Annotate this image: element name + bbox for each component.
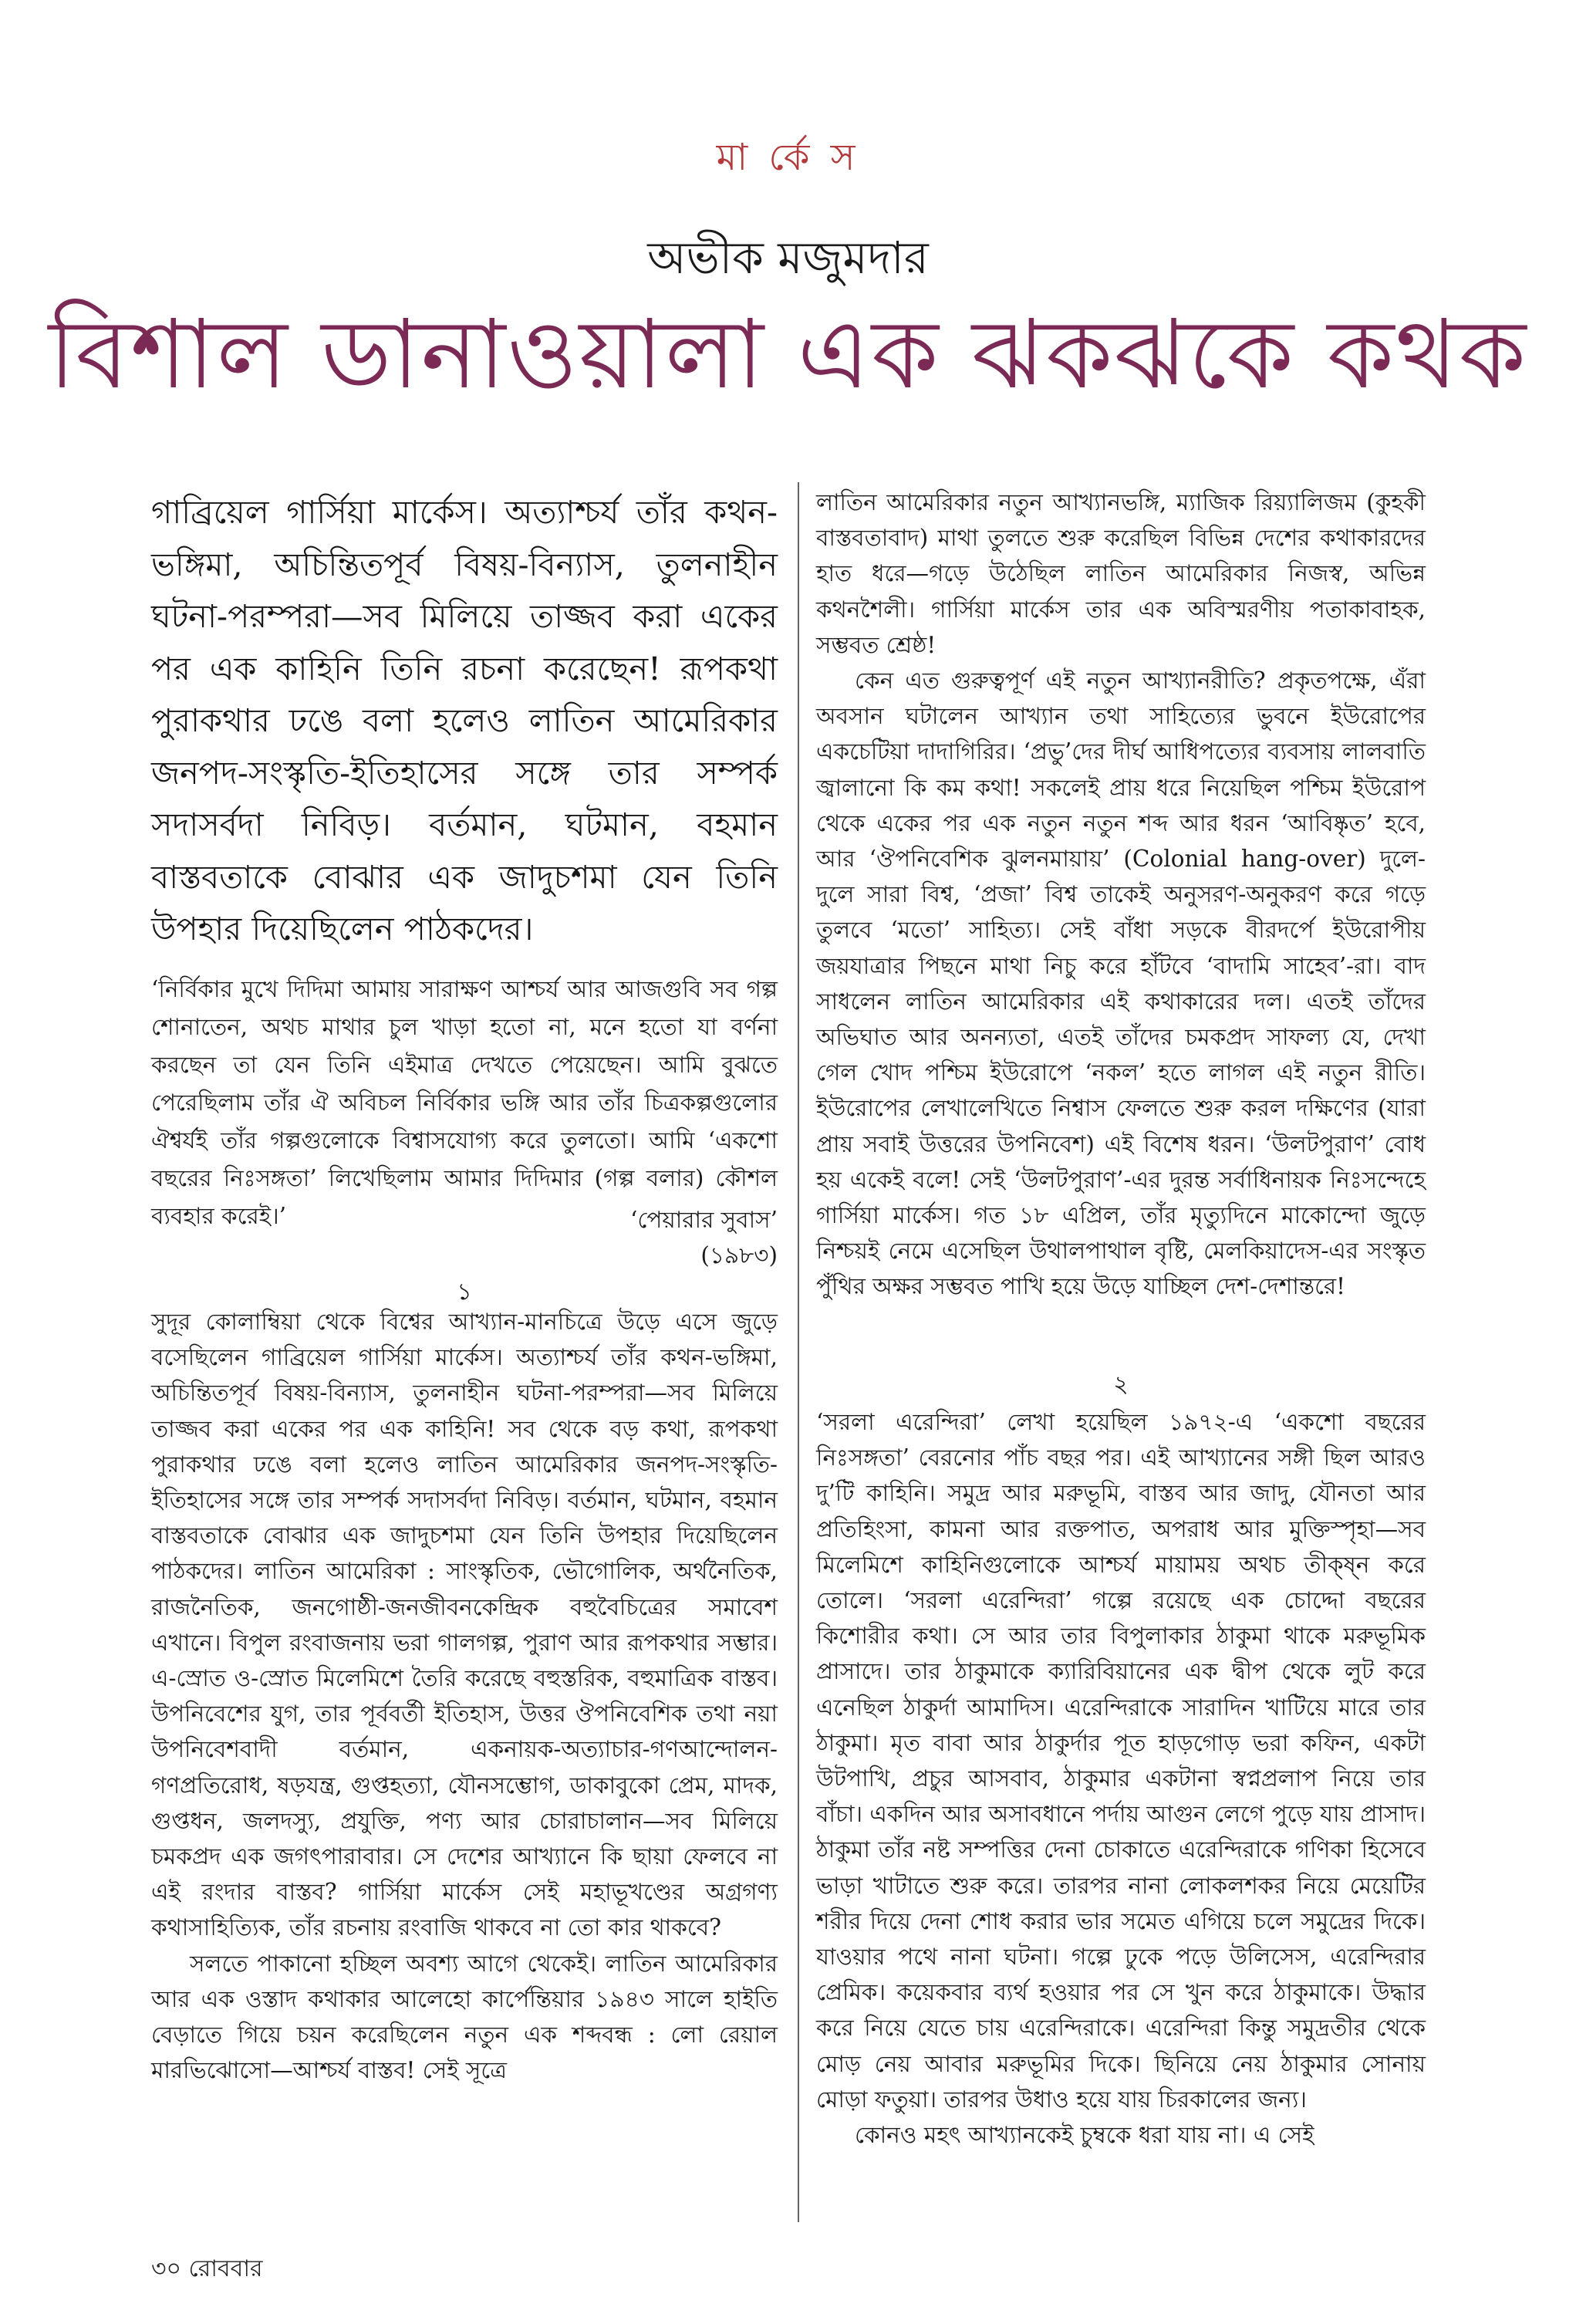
right-column-body	[816, 485, 1426, 1305]
column-divider	[798, 482, 799, 2222]
section-tag: মা র্কে স	[716, 136, 860, 179]
section-1-paragraph-1: সুদূর কোলাম্বিয়া থেকে বিশ্বের আখ্যান-মানচিত্রে উড়ে এসে জুড়ে বসেছিলেন গাব্রিয়েল গার্সিয়া মার্কেস। অত্যাশ্চর্য তাঁর কথন-ভঙ্গিমা, অচিন্তিতপূর্ব বিষয়-বিন্যাস, তুলনাহীন ঘটনা-পরম্পরা—সব মিলিয়ে তাজ্জব করা একের পর এক কাহিনি! সব থেকে বড় কথা, রূপকথা পুরাকথার ঢঙে বলা হলেও লাতিন আমেরিকার জনপদ-সংস্কৃতি-ইতিহাসের সঙ্গে তার সম্পর্ক সদাসর্বদা নিবিড়। বর্তমান, ঘটমান, বহমান বাস্তবতাকে বোঝার এক জাদুচশমা যেন তিনি উপহার দিয়েছিলেন পাঠকদের। লাতিন আমেরিকা : সাংস্কৃতিক, ভৌগোলিক, অর্থনৈতিক, রাজনৈতিক, জনগোষ্ঠী-জনজীবনকেন্দ্রিক বহুবৈচিত্রের সমাবেশ এখানে। বিপুল রংবাজনায় ভরা গালগল্প, পুরাণ আর রূপকথার সম্ভার। এ-স্রোত ও-স্রোত মিলেমিশে তৈরি করেছে বহুস্তরিক, বহুমাত্রিক বাস্তব। উপনিবেশের যুগ, তার পূর্ববর্তী ইতিহাস, উত্তর ঔপনিবেশিক তথা নয়া উপনিবেশবাদী বর্তমান, একনায়ক-অত্যাচার-গণআন্দোলন-গণপ্রতিরোধ, ষড়যন্ত্র, গুপ্তহত্যা, যৌনসম্ভোগ, ডাকাবুকো প্রেম, মাদক, গুপ্তধন, জলদস্যু, প্রযুক্তি, পণ্য আর চোরাচালান—সব মিলিয়ে চমকপ্রদ এক জগৎপারাবার। সে দেশের আখ্যানে কি ছায়া ফেলবে না এই রংদার বাস্তব? গার্সিয়া মার্কেস সেই মহাভূখণ্ডের অগ্রগণ্য কথাসাহিত্যিক, তাঁর রচনায় রংবাজি থাকবে না তো কার থাকবে?	[151, 1309, 778, 1941]
section-2-paragraph-2: কোনও মহৎ আখ্যানকেই চুম্বকে ধরা যায় না। এ সেই	[855, 2122, 1314, 2149]
lead-block	[151, 486, 778, 955]
right-paragraph-1: লাতিন আমেরিকার নতুন আখ্যানভঙ্গি, ম্যাজিক রিয়্যালিজম (কুহকী বাস্তবতাবাদ) মাথা তুলতে শুরু করেছিল বিভিন্ন দেশের কথাকারদের হাত ধরে—গড়ে উঠেছিল লাতিন আমেরিকার নিজস্ব, অভিন্ন কথনশৈলী। গার্সিয়া মার্কেস তার এক অবিস্মরণীয় পতাকাবাহক, সম্ভবত শ্রেষ্ঠ!	[816, 489, 1426, 658]
quote-attribution	[151, 1202, 778, 1273]
lead-paragraph: গাব্রিয়েল গার্সিয়া মার্কেস। অত্যাশ্চর্য তাঁর কথন-ভঙ্গিমা, অচিন্তিতপূর্ব বিষয়-বিন্যাস, তুলনাহীন ঘটনা-পরম্পরা—সব মিলিয়ে তাজ্জব করা একের পর এক কাহিনি তিনি রচনা করেছেন! রূপকথা পুরাকথার ঢঙে বলা হলেও লাতিন আমেরিকার জনপদ-সংস্কৃতি-ইতিহাসের সঙ্গে তার সম্পর্ক সদাসর্বদা নিবিড়। বর্তমান, ঘটমান, বহমান বাস্তবতাকে বোঝার এক জাদুচশমা যেন তিনি উপহার দিয়েছিলেন পাঠকদের।	[151, 493, 778, 948]
section-number-1: ১	[457, 1279, 472, 1306]
section-2-body	[816, 1404, 1426, 2153]
page-folio: ৩০ রোববার	[151, 2255, 263, 2282]
headline: বিশাল ডানাওয়ালা এক ঝকঝকে কথক	[48, 299, 1528, 410]
section-2-paragraph-1: ‘সরলা এরেন্দিরা’ লেখা হয়েছিল ১৯৭২-এ ‘একশো বছরের নিঃসঙ্গতা’ বেরনোর পাঁচ বছর পর। এই আখ্যানের সঙ্গী ছিল আরও দু’টি কাহিনি। সমুদ্র আর মরুভূমি, বাস্তব আর জাদু, যৌনতা আর প্রতিহিংসা, কামনা আর রক্তপাত, অপরাধ আর মুক্তিস্পৃহা—সব মিলেমিশে কাহিনিগুলোকে আশ্চর্য মায়াময় অথচ তীক্ষ্ন করে তোলে। ‘সরলা এরেন্দিরা’ গল্পে রয়েছে এক চোদ্দো বছরের কিশোরীর কথা। সে আর তার বিপুলাকার ঠাকুমা থাকে মরুভূমিক প্রাসাদে। তার ঠাকুমাকে ক্যারিবিয়ানের এক দ্বীপ থেকে লুট করে এনেছিল ঠাকুর্দা আমাদিস। এরেন্দিরাকে সারাদিন খাটিয়ে মারে তার ঠাকুমা। মৃত বাবা আর ঠাকুর্দার পূত হাড়গোড় ভরা কফিন, একটা উটপাখি, প্রচুর আসবাব, ঠাকুমার একটানা স্বপ্নপ্রলাপ নিয়ে তার বাঁচা। একদিন আর অসাবধানে পর্দায় আগুন লেগে পুড়ে যায় প্রাসাদ। ঠাকুমা তাঁর নষ্ট সম্পত্তির দেনা চোকাতে এরেন্দিরাকে গণিকা হিসেবে ভাড়া খাটাতে শুরু করে। তারপর নানা লোকলশকর নিয়ে মেয়েটির শরীর দিয়ে দেনা শোধ করার ভার সমেত এগিয়ে চলে সমুদ্রের দিকে। যাওয়ার পথে নানা ঘটনা। গল্পে ঢুকে পড়ে উলিসেস, এরেন্দিরার প্রেমিক। কয়েকবার ব্যর্থ হওয়ার পর সে খুন করে ঠাকুমাকে। উদ্ধার করে নিয়ে যেতে চায় এরেন্দিরাকে। এরেন্দিরা কিন্তু সমুদ্রতীর থেকে মোড় নেয় আবার মরুভূমির দিকে। ছিনিয়ে নেয় ঠাকুমার সোনায় মোড়া ফতুয়া। তারপর উধাও হয়ে যায় চিরকালের জন্য।	[816, 1409, 1426, 2113]
section-number-2: ২	[1113, 1371, 1129, 1398]
section-1-body	[151, 1304, 778, 2088]
right-paragraph-2: কেন এত গুরুত্বপূর্ণ এই নতুন আখ্যানরীতি? প্রকৃতপক্ষে, এঁরা অবসান ঘটালেন আখ্যান তথা সাহিত্যের ভুবনে ইউরোপের একচেটিয়া দাদাগিরির। ‘প্রভু’দের দীর্ঘ আধিপত্যের ব্যবসায় লালবাতি জ্বালানো কি কম কথা! সকলেই প্রায় ধরে নিয়েছিল পশ্চিম ইউরোপ থেকে একের পর এক নতুন নতুন শব্দ আর ধরন ‘আবিষ্কৃত’ হবে, আর ‘ঔপনিবেশিক ঝুলনমায়ায়’ (Colonial hang-over) দুলে-দুলে সারা বিশ্ব, ‘প্রজা’ বিশ্ব তাকেই অনুসরণ-অনুকরণ করে গড়ে তুলবে ‘মতো’ সাহিত্য। সেই বাঁধা সড়কে বীরদর্পে ইউরোপীয় জয়যাত্রার পিছনে মাথা নিচু করে হাঁটবে ‘বাদামি সাহেব’-রা। বাদ সাধলেন লাতিন আমেরিকার এই কথাকারের দল। এতই তাঁদের অভিঘাত আর অনন্যতা, এতই তাঁদের চমকপ্রদ সাফল্য যে, দেখা গেল খোদ পশ্চিম ইউরোপে ‘নকল’ হতে লাগল এই নতুন রীতি। ইউরোপের লেখালেখিতে নিশ্বাস ফেলতে শুরু করল দক্ষিণের (যারা প্রায় সবাই উত্তরের উপনিবেশ) এই বিশেষ ধরন। ‘উলটপুরাণ’ বোধ হয় একেই বলে! সেই ‘উলটপুরাণ’-এর দুরন্ত সর্বাধিনায়ক নিঃসন্দেহে গার্সিয়া মার্কেস। গত ১৮ এপ্রিল, তাঁর মৃত্যুদিনে মাকোন্দো জুড়ে নিশ্চয়ই নেমে এসেছিল উথালপাথাল বৃষ্টি, মেলকিয়াদেস-এর সংস্কৃত পুঁথির অক্ষর সম্ভবত পাখি হয়ে উড়ে যাচ্ছিল দেশ-দেশান্তরে!	[816, 667, 1426, 1300]
quote-source: ‘পেয়ারার সুবাস’	[629, 1207, 778, 1233]
quote-year: (১৯৮৩)	[700, 1242, 778, 1268]
section-1-paragraph-2: সলতে পাকানো হচ্ছিল অবশ্য আগে থেকেই। লাতিন আমেরিকার আর এক ওস্তাদ কথাকার আলেহো কার্পেন্তিয়ার ১৯৪৩ সালে হাইতি বেড়াতে গিয়ে চয়ন করেছিলেন নতুন এক শব্দবন্ধ : লো রেয়াল মারভিঝোসো—আশ্চর্য বাস্তব! সেই সূত্রে	[151, 1950, 778, 2084]
pull-quote: ‘নির্বিকার মুখে দিদিমা আমায় সারাক্ষণ আশ্চর্য আর আজগুবি সব গল্প শোনাতেন, অথচ মাথার চুল খাড়া হতো না, মনে হতো যা বর্ণনা করছেন তা যেন তিনি এইমাত্র দেখতে পেয়েছেন। আমি বুঝতে পেরেছিলাম তাঁর ঐ অবিচল নির্বিকার ভঙ্গি আর তাঁর চিত্রকল্পগুলোর ঐশ্বর্যই তাঁর গল্পগুলোকে বিশ্বাসযোগ্য করে তুলতো। আমি ‘একশো বছরের নিঃসঙ্গতা’ লিখেছিলাম আমার দিদিমার (গল্প বলার) কৌশল ব্যবহার করেই।’	[151, 976, 778, 1229]
author-byline: অভীক মজুমদার	[647, 231, 929, 284]
